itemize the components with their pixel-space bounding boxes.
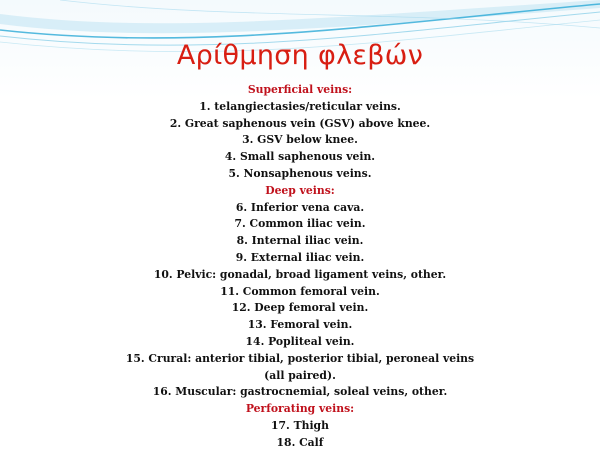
- list-item: 14. Popliteal vein.: [245, 334, 355, 348]
- slide-title: Αρίθμηση φλεβών: [176, 40, 424, 71]
- list-item: 17. Thigh: [271, 418, 329, 432]
- list-item: 11. Common femoral vein.: [220, 284, 380, 298]
- section-heading-superficial: Superficial veins:: [247, 83, 353, 96]
- list-item: 8. Internal iliac vein.: [236, 234, 364, 248]
- section-heading-deep: Deep veins:: [265, 183, 335, 197]
- list-item: 18. Calf: [276, 435, 324, 449]
- list-item: 4. Small saphenous vein.: [224, 150, 376, 164]
- list-item: 10. Pelvic: gonadal, broad ligament veins, other.: [153, 267, 447, 281]
- vein-list: [0, 82, 600, 450]
- list-item: 13. Femoral vein.: [247, 318, 353, 332]
- section-heading-perforating: Perforating veins:: [245, 402, 355, 416]
- list-item: 9. External iliac vein.: [235, 250, 365, 264]
- list-item: 15. Crural: anterior tibial, posterior tibial, peroneal veins: [125, 351, 475, 365]
- list-item: 16. Muscular: gastrocnemial, soleal veins, other.: [152, 385, 448, 399]
- list-item: (all paired).: [264, 368, 336, 382]
- list-item: 12. Deep femoral vein.: [231, 301, 369, 315]
- list-item: 5. Nonsaphenous veins.: [228, 166, 372, 180]
- list-item: 6. Inferior vena cava.: [235, 200, 365, 214]
- list-item: 3. GSV below knee.: [242, 133, 358, 147]
- list-item: 7. Common iliac vein.: [234, 217, 366, 231]
- list-item: 1. telangiectasies/reticular veins.: [199, 99, 401, 113]
- list-item: 2. Great saphenous vein (GSV) above knee.: [169, 116, 431, 130]
